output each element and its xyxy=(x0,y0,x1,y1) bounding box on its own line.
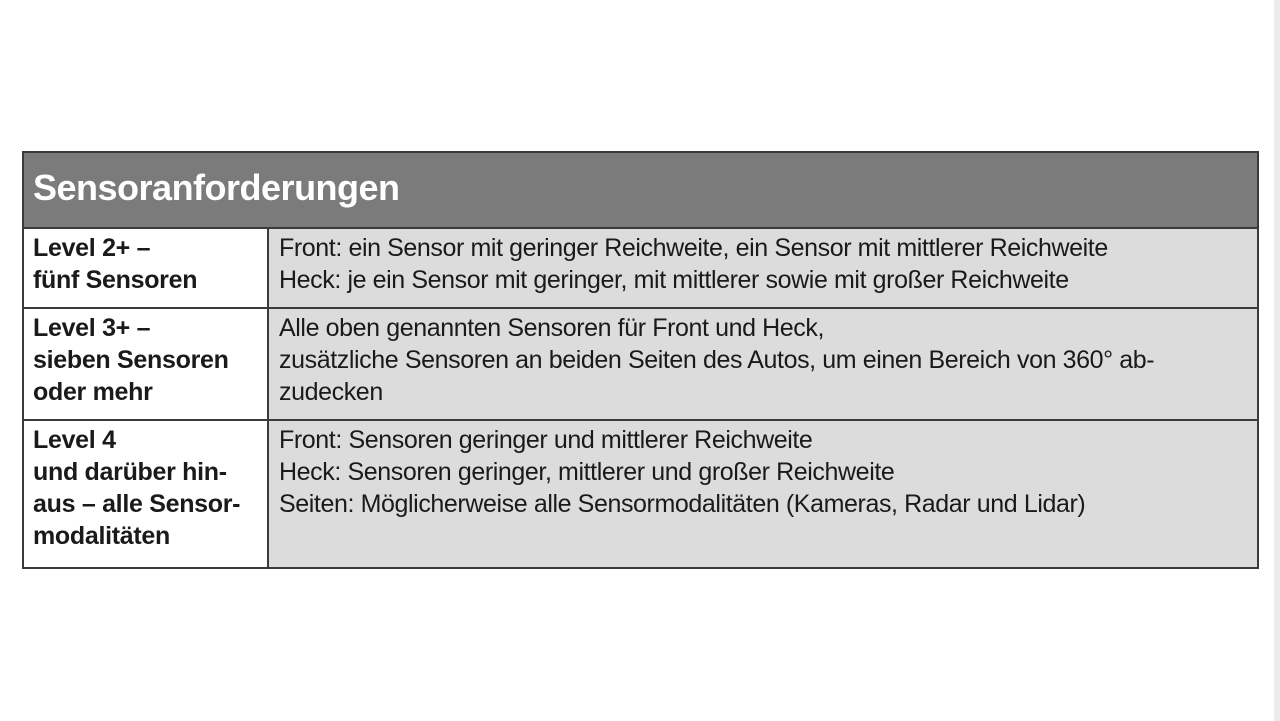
level-line: Level 2+ – xyxy=(33,234,151,262)
level-line: Level 4 xyxy=(33,426,116,454)
level-line: fünf Sensoren xyxy=(33,266,198,294)
description-cell xyxy=(269,309,1257,419)
description-cell xyxy=(269,421,1257,567)
level-line: und darüber hin- xyxy=(33,458,227,486)
table-row xyxy=(24,229,1257,309)
table-row xyxy=(24,309,1257,421)
level-line: aus – alle Sensor- xyxy=(33,490,241,518)
level-line: Level 3+ – xyxy=(33,314,151,342)
description-line: Heck: Sensoren geringer, mittlerer und großer Reichweite xyxy=(279,458,895,486)
description-line: Front: Sensoren geringer und mittlerer Reichweite xyxy=(279,426,813,454)
level-cell xyxy=(24,309,269,419)
description-line: zudecken xyxy=(279,378,383,406)
level-cell xyxy=(24,229,269,307)
level-line: modalitäten xyxy=(33,522,170,550)
level-line: sieben Sensoren xyxy=(33,346,229,374)
description-line: Seiten: Möglicherweise alle Sensormodalitäten (Kameras, Radar und Lidar) xyxy=(279,490,1086,518)
level-cell xyxy=(24,421,269,567)
description-line: Front: ein Sensor mit geringer Reichweite, ein Sensor mit mittlerer Reichweite xyxy=(279,234,1108,262)
table-row xyxy=(24,421,1257,567)
table-title: Sensoranforderungen xyxy=(24,153,1257,229)
level-line: oder mehr xyxy=(33,378,153,406)
description-line: Alle oben genannten Sensoren für Front und Heck, xyxy=(279,314,825,342)
description-line: zusätzliche Sensoren an beiden Seiten des Autos, um einen Bereich von 360° ab- xyxy=(279,346,1155,374)
description-cell xyxy=(269,229,1257,307)
page-edge-strip xyxy=(1274,0,1280,721)
sensor-requirements-table xyxy=(22,151,1259,569)
description-line: Heck: je ein Sensor mit geringer, mit mittlerer sowie mit großer Reichweite xyxy=(279,266,1069,294)
